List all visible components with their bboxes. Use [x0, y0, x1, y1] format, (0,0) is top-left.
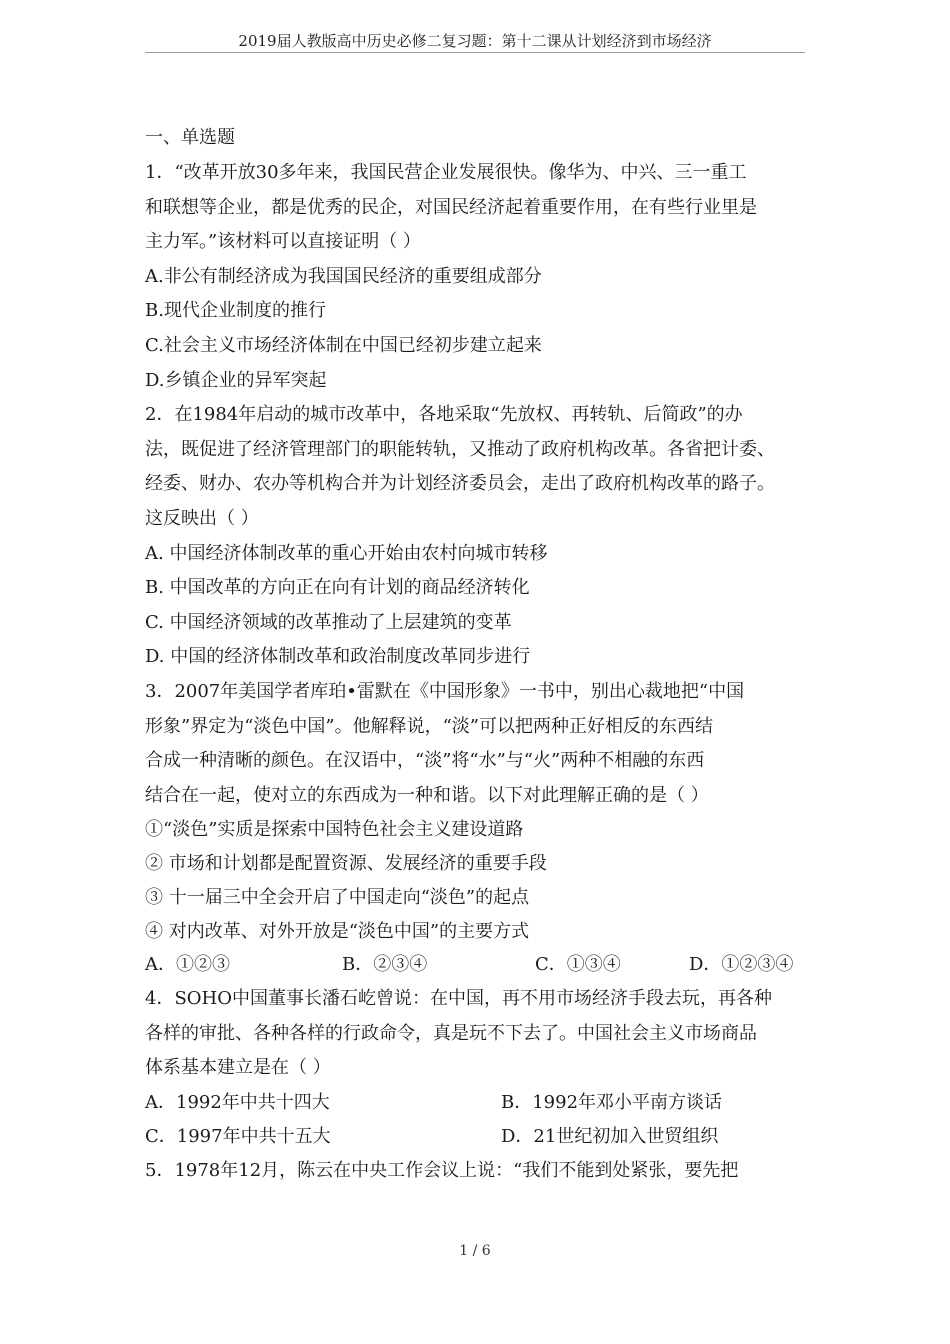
question-3-option-b: B．②③④: [342, 954, 428, 976]
question-2-option-b: B. 中国改革的方向正在向有计划的商品经济转化: [145, 577, 530, 599]
question-4-option-a: A．1992年中共十四大: [145, 1092, 330, 1114]
question-4-options-row: [145, 1086, 815, 1120]
question-2-line: 法，既促进了经济管理部门的职能转轨，又推动了政府机构改革。各省把计委、: [145, 438, 775, 460]
question-1-option-b: B.现代企业制度的推行: [145, 300, 326, 322]
question-1-line: 主力军。”该材料可以直接证明（ ）: [145, 231, 421, 253]
question-3-line: 形象”界定为“淡色中国”。他解释说，“淡”可以把两种正好相反的东西结: [145, 715, 714, 737]
question-1-option-d: D.乡镇企业的异军突起: [145, 369, 327, 391]
question-3-line: 结合在一起，使对立的东西成为一种和谐。以下对此理解正确的是（ ）: [145, 784, 709, 806]
question-1-option-a: A.非公有制经济成为我国国民经济的重要组成部分: [145, 265, 542, 287]
question-3-options: [145, 948, 815, 982]
page-number: 1 / 6: [459, 1243, 491, 1259]
question-2-option-d: D. 中国的经济体制改革和政治制度改革同步进行: [145, 646, 531, 668]
question-3-line: 3．2007年美国学者库珀•雷默在《中国形象》一书中，别出心裁地把“中国: [145, 680, 745, 702]
question-4-option-b: B．1992年邓小平南方谈话: [501, 1092, 723, 1114]
question-3-option-d: D．①②③④: [689, 954, 794, 976]
question-3-statement: ④ 对内改革、对外开放是“淡色中国”的主要方式: [145, 920, 530, 942]
question-4-line: 体系基本建立是在（ ）: [145, 1057, 331, 1079]
document-body: [145, 120, 815, 1188]
question-2-line: 经委、财办、农办等机构合并为计划经济委员会，走出了政府机构改革的路子。: [145, 473, 775, 495]
header-divider: [145, 52, 805, 53]
question-4-option-c: C．1997年中共十五大: [145, 1125, 331, 1147]
page-header-title: 2019届人教版高中历史必修二复习题：第十二课从计划经济到市场经济: [238, 32, 712, 50]
question-3-option-c: C．①③④: [535, 954, 621, 976]
question-3-statement: ③ 十一届三中全会开启了中国走向“淡色”的起点: [145, 886, 530, 908]
question-1-line: 1．“改革开放30多年来，我国民营企业发展很快。像华为、中兴、三一重工: [145, 162, 747, 183]
question-1-line: 和联想等企业，都是优秀的民企，对国民经济起着重要作用，在有些行业里是: [145, 196, 757, 218]
question-3-statement: ② 市场和计划都是配置资源、发展经济的重要手段: [145, 853, 547, 875]
question-2-line: 这反映出（ ）: [145, 507, 259, 529]
section-title: 一、单选题: [145, 127, 235, 148]
question-5-line: 5．1978年12月，陈云在中央工作会议上说：“我们不能到处紧张，要先把: [145, 1159, 739, 1181]
question-1-option-c: C.社会主义市场经济体制在中国已经初步建立起来: [145, 334, 542, 356]
question-3-option-a: A．①②③: [145, 954, 230, 976]
question-3-statement: ①“淡色”实质是探索中国特色社会主义建设道路: [145, 819, 524, 841]
question-4-line: 4．SOHO中国董事长潘石屹曾说：在中国，再不用市场经济手段去玩，再各种: [145, 988, 772, 1010]
question-4-option-d: D．21世纪初加入世贸组织: [501, 1125, 719, 1147]
question-2-line: 2．在1984年启动的城市改革中，各地采取“先放权、再转轨、后简政”的办: [145, 404, 743, 426]
question-3-line: 合成一种清晰的颜色。在汉语中，“淡”将“水”与“火”两种不相融的东西: [145, 750, 705, 772]
question-4-options-row: [145, 1120, 815, 1154]
question-2-option-a: A. 中国经济体制改革的重心开始由农村向城市转移: [145, 542, 548, 564]
question-2-option-c: C. 中国经济领域的改革推动了上层建筑的变革: [145, 611, 512, 633]
question-4-line: 各样的审批、各种各样的行政命令，真是玩不下去了。中国社会主义市场商品: [145, 1022, 757, 1044]
